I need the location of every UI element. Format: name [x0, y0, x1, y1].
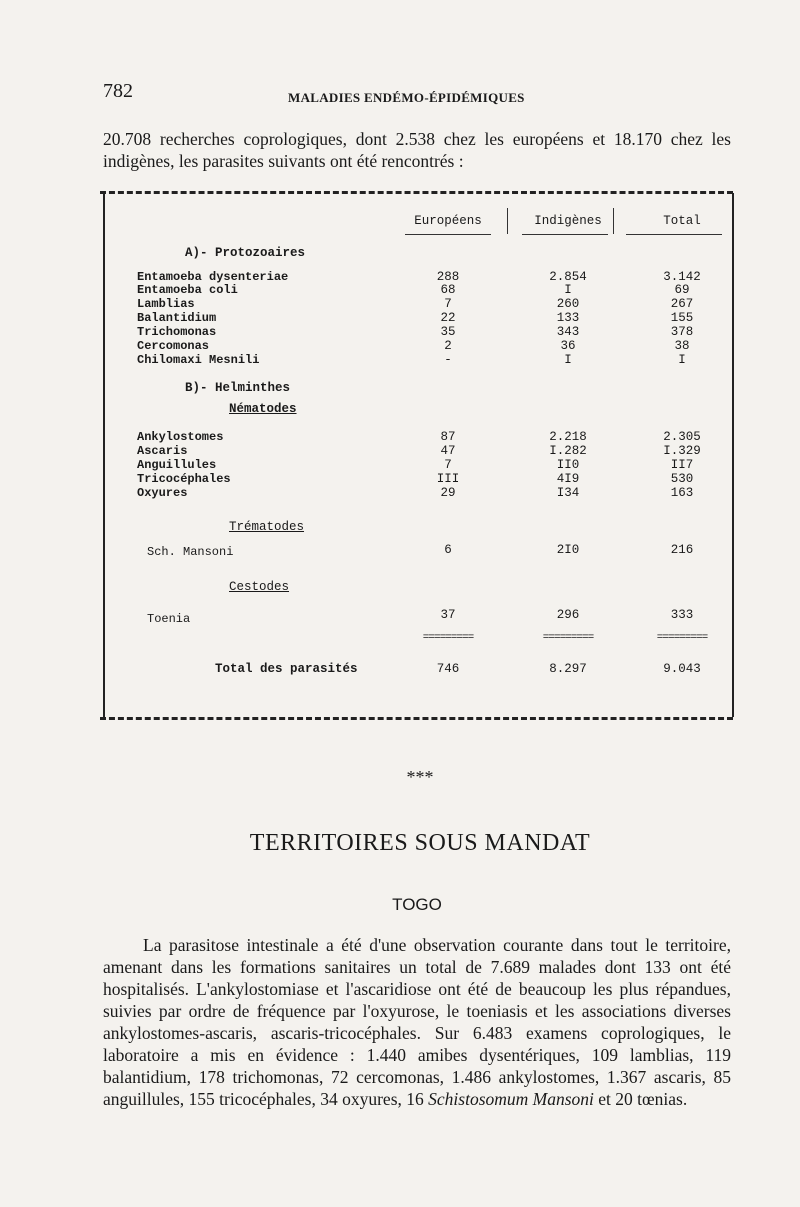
cell-total: I.329 [663, 444, 701, 458]
row-label: Entamoeba coli [137, 283, 238, 297]
table-bottom-border [100, 717, 733, 720]
section-protozoaires: A)- Protozoaires [185, 246, 306, 260]
body-main: La parasitose intestinale a été d'une observation courante dans tout le territoire, amenant dans les formations sanitaires un total de 7.689 malades dont 133 ont été hospitalisés. L'ankylostomiase et l'ascaridiose ont été de beaucoup les plus répandues, suivies par ordre de fréquence par l'oxyurose, le toeniasis et les associations diverses ankylostomes-ascaris, ascaris-tricocéphales. Sur 6.483 examens coprologiques, le laboratoire a mis en évidence : 1.440 amibes dysentériques, 109 lamblias, 119 balantidium, 178 trichomonas, 72 cercomonas, 1.486 ankylostomes, 1.367 ascaris, 85 anguillules, 155 tricocéphales, 34 oxyures, 16 [103, 935, 731, 1109]
cell-indigenes: I [564, 283, 572, 297]
sum-rule: ========= [542, 632, 594, 644]
cell-europeens: 37 [440, 608, 456, 622]
row-label: Ankylostomes [137, 430, 224, 444]
cell-europeens: - [444, 353, 452, 367]
body-paragraph [103, 934, 731, 1110]
cell-europeens: 288 [436, 270, 460, 284]
row-label: Oxyures [137, 486, 188, 500]
cell-europeens: III [436, 472, 460, 486]
cell-total: 267 [670, 297, 694, 311]
cell-europeens: 47 [440, 444, 456, 458]
chapter-title: TERRITOIRES SOUS MANDAT [249, 830, 591, 856]
cell-indigenes: 260 [556, 297, 580, 311]
cell-indigenes: I34 [556, 486, 580, 500]
cell-indigenes: 343 [556, 325, 580, 339]
row-label: Tricocéphales [137, 472, 231, 486]
row-label: Chilomaxi Mesnili [137, 353, 260, 367]
cell-total: 530 [670, 472, 694, 486]
subsection-trematodes: Trématodes [229, 520, 305, 534]
row-label: Trichomonas [137, 325, 217, 339]
cell-europeens: 7 [444, 458, 452, 472]
cell-total: 216 [670, 543, 694, 557]
total-europeens: 746 [436, 662, 460, 676]
row-label: Sch. Mansoni [147, 545, 234, 559]
section-stars [405, 767, 435, 787]
cell-europeens: 22 [440, 311, 456, 325]
row-label: Entamoeba dysenteriae [137, 270, 289, 284]
cell-indigenes: II0 [556, 458, 580, 472]
cell-total: 333 [670, 608, 694, 622]
col-header-indigenes: Indigènes [534, 214, 602, 228]
sum-rule: ========= [656, 632, 708, 644]
row-label: Balantidium [137, 311, 217, 325]
cell-indigenes: 133 [556, 311, 580, 325]
cell-europeens: 35 [440, 325, 456, 339]
cell-indigenes: I [564, 353, 572, 367]
cell-europeens: 2 [444, 339, 452, 353]
intro-paragraph: 20.708 recherches coprologiques, dont 2.538 chez les européens et 18.170 chez les indigènes, les parasites suivants ont été rencontrés : [103, 129, 731, 171]
running-head: MALADIES ENDÉMO-ÉPIDÉMIQUES [288, 90, 525, 105]
total-total: 9.043 [663, 662, 701, 676]
row-label: Ascaris [137, 444, 188, 458]
total-indigenes: 8.297 [549, 662, 587, 676]
cell-indigenes: I.282 [549, 444, 587, 458]
cell-europeens: 68 [440, 283, 456, 297]
cell-indigenes: 2I0 [556, 543, 580, 557]
cell-indigenes: 2.854 [549, 270, 587, 284]
cell-indigenes: 2.218 [549, 430, 587, 444]
col-header-total: Total [663, 214, 701, 228]
cell-europeens: 6 [444, 543, 452, 557]
sum-rule: ========= [422, 632, 474, 644]
cell-total: 3.142 [663, 270, 701, 284]
cell-europeens: 7 [444, 297, 452, 311]
subsection-nematodes: Nématodes [229, 402, 297, 416]
row-label: Lamblias [137, 297, 195, 311]
page-number: 782 [103, 80, 133, 102]
cell-total: 69 [674, 283, 690, 297]
section-helminthes: B)- Helminthes [185, 381, 291, 395]
row-label: Cercomonas [137, 339, 210, 353]
row-label: Anguillules [137, 458, 217, 472]
total-label: Total des parasités [215, 662, 358, 676]
col-header-underline [405, 234, 491, 235]
cell-total: 378 [670, 325, 694, 339]
cell-total: 163 [670, 486, 694, 500]
country-heading: TOGO [392, 895, 442, 914]
cell-total: I [678, 353, 686, 367]
col-header-europeens: Européens [414, 214, 482, 228]
body-italic: Schistosomum Mansoni [428, 1089, 594, 1109]
column-separator [507, 208, 508, 234]
row-label: Toenia [147, 612, 191, 626]
stars-text: *** [406, 767, 434, 787]
body-tail: et 20 tœnias. [598, 1089, 688, 1109]
cell-indigenes: 296 [556, 608, 580, 622]
cell-total: II7 [670, 458, 694, 472]
cell-total: 155 [670, 311, 694, 325]
cell-total: 2.305 [663, 430, 701, 444]
cell-europeens: 87 [440, 430, 456, 444]
cell-europeens: 29 [440, 486, 456, 500]
cell-indigenes: 4I9 [556, 472, 580, 486]
subsection-cestodes: Cestodes [229, 580, 290, 594]
col-header-underline [626, 234, 722, 235]
col-header-underline [522, 234, 608, 235]
cell-total: 38 [674, 339, 690, 353]
cell-indigenes: 36 [560, 339, 576, 353]
column-separator [613, 208, 614, 234]
